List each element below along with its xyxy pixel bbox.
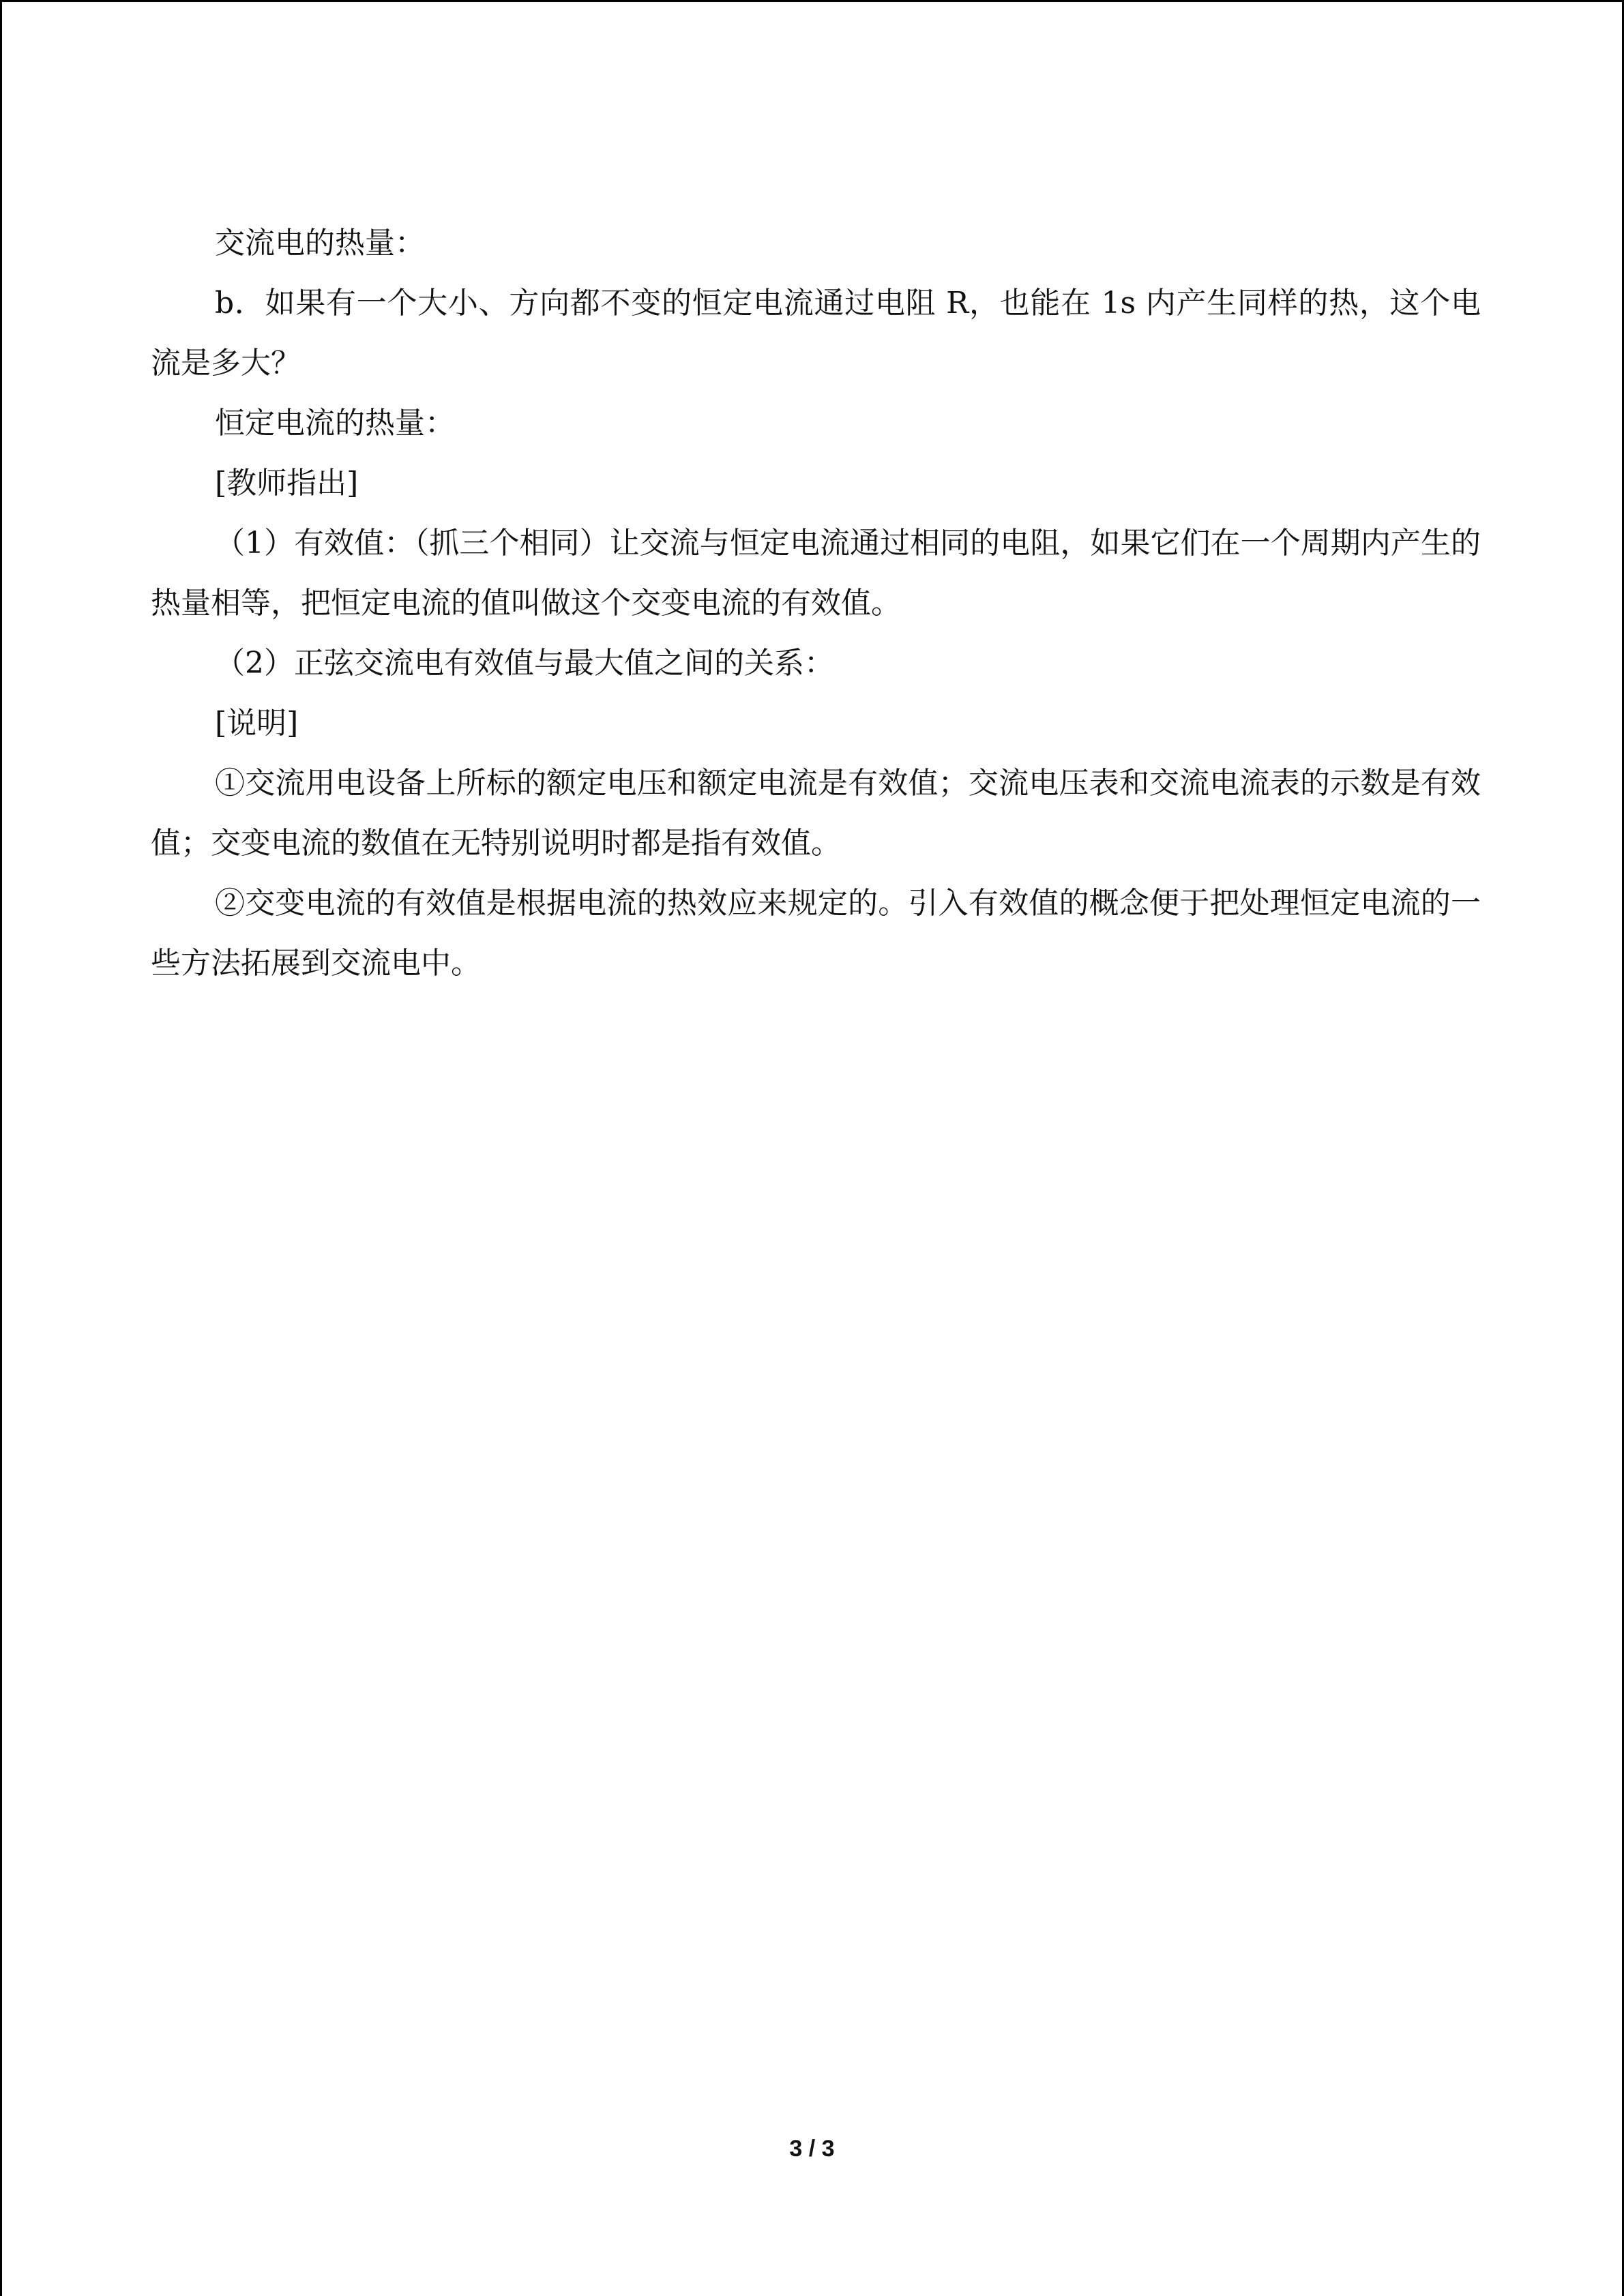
paragraph-teacher-note: [教师指出] <box>215 466 359 501</box>
paragraph-explanation-2: ②交变电流的有效值是根据电流的热效应来规定的。引入有效值的概念便于把处理恒定电流的一些方法拓展到交流电中。 <box>151 886 1481 981</box>
paragraph-dc-heat: 恒定电流的热量： <box>215 406 455 441</box>
paragraph-explanation-1: ①交流用电设备上所标的额定电压和额定电流是有效值；交流电压表和交流电流表的示数是有效值；交变电流的数值在无特别说明时都是指有效值。 <box>151 766 1481 861</box>
page-number: 3 / 3 <box>789 2136 835 2162</box>
paragraph-explanation-heading: [说明] <box>215 706 299 741</box>
paragraph-question-b: b．如果有一个大小、方向都不变的恒定电流通过电阻 R，也能在 1s 内产生同样的热，这个电流是多大？ <box>151 286 1481 381</box>
document-body <box>151 213 1481 994</box>
paragraph-effective-value-definition: （1）有效值：（抓三个相同）让交流与恒定电流通过相同的电阻，如果它们在一个周期内产生的热量相等，把恒定电流的值叫做这个交变电流的有效值。 <box>151 526 1481 621</box>
paragraph-ac-heat: 交流电的热量： <box>215 226 425 260</box>
paragraph-sine-relation: （2）正弦交流电有效值与最大值之间的关系： <box>215 646 834 681</box>
